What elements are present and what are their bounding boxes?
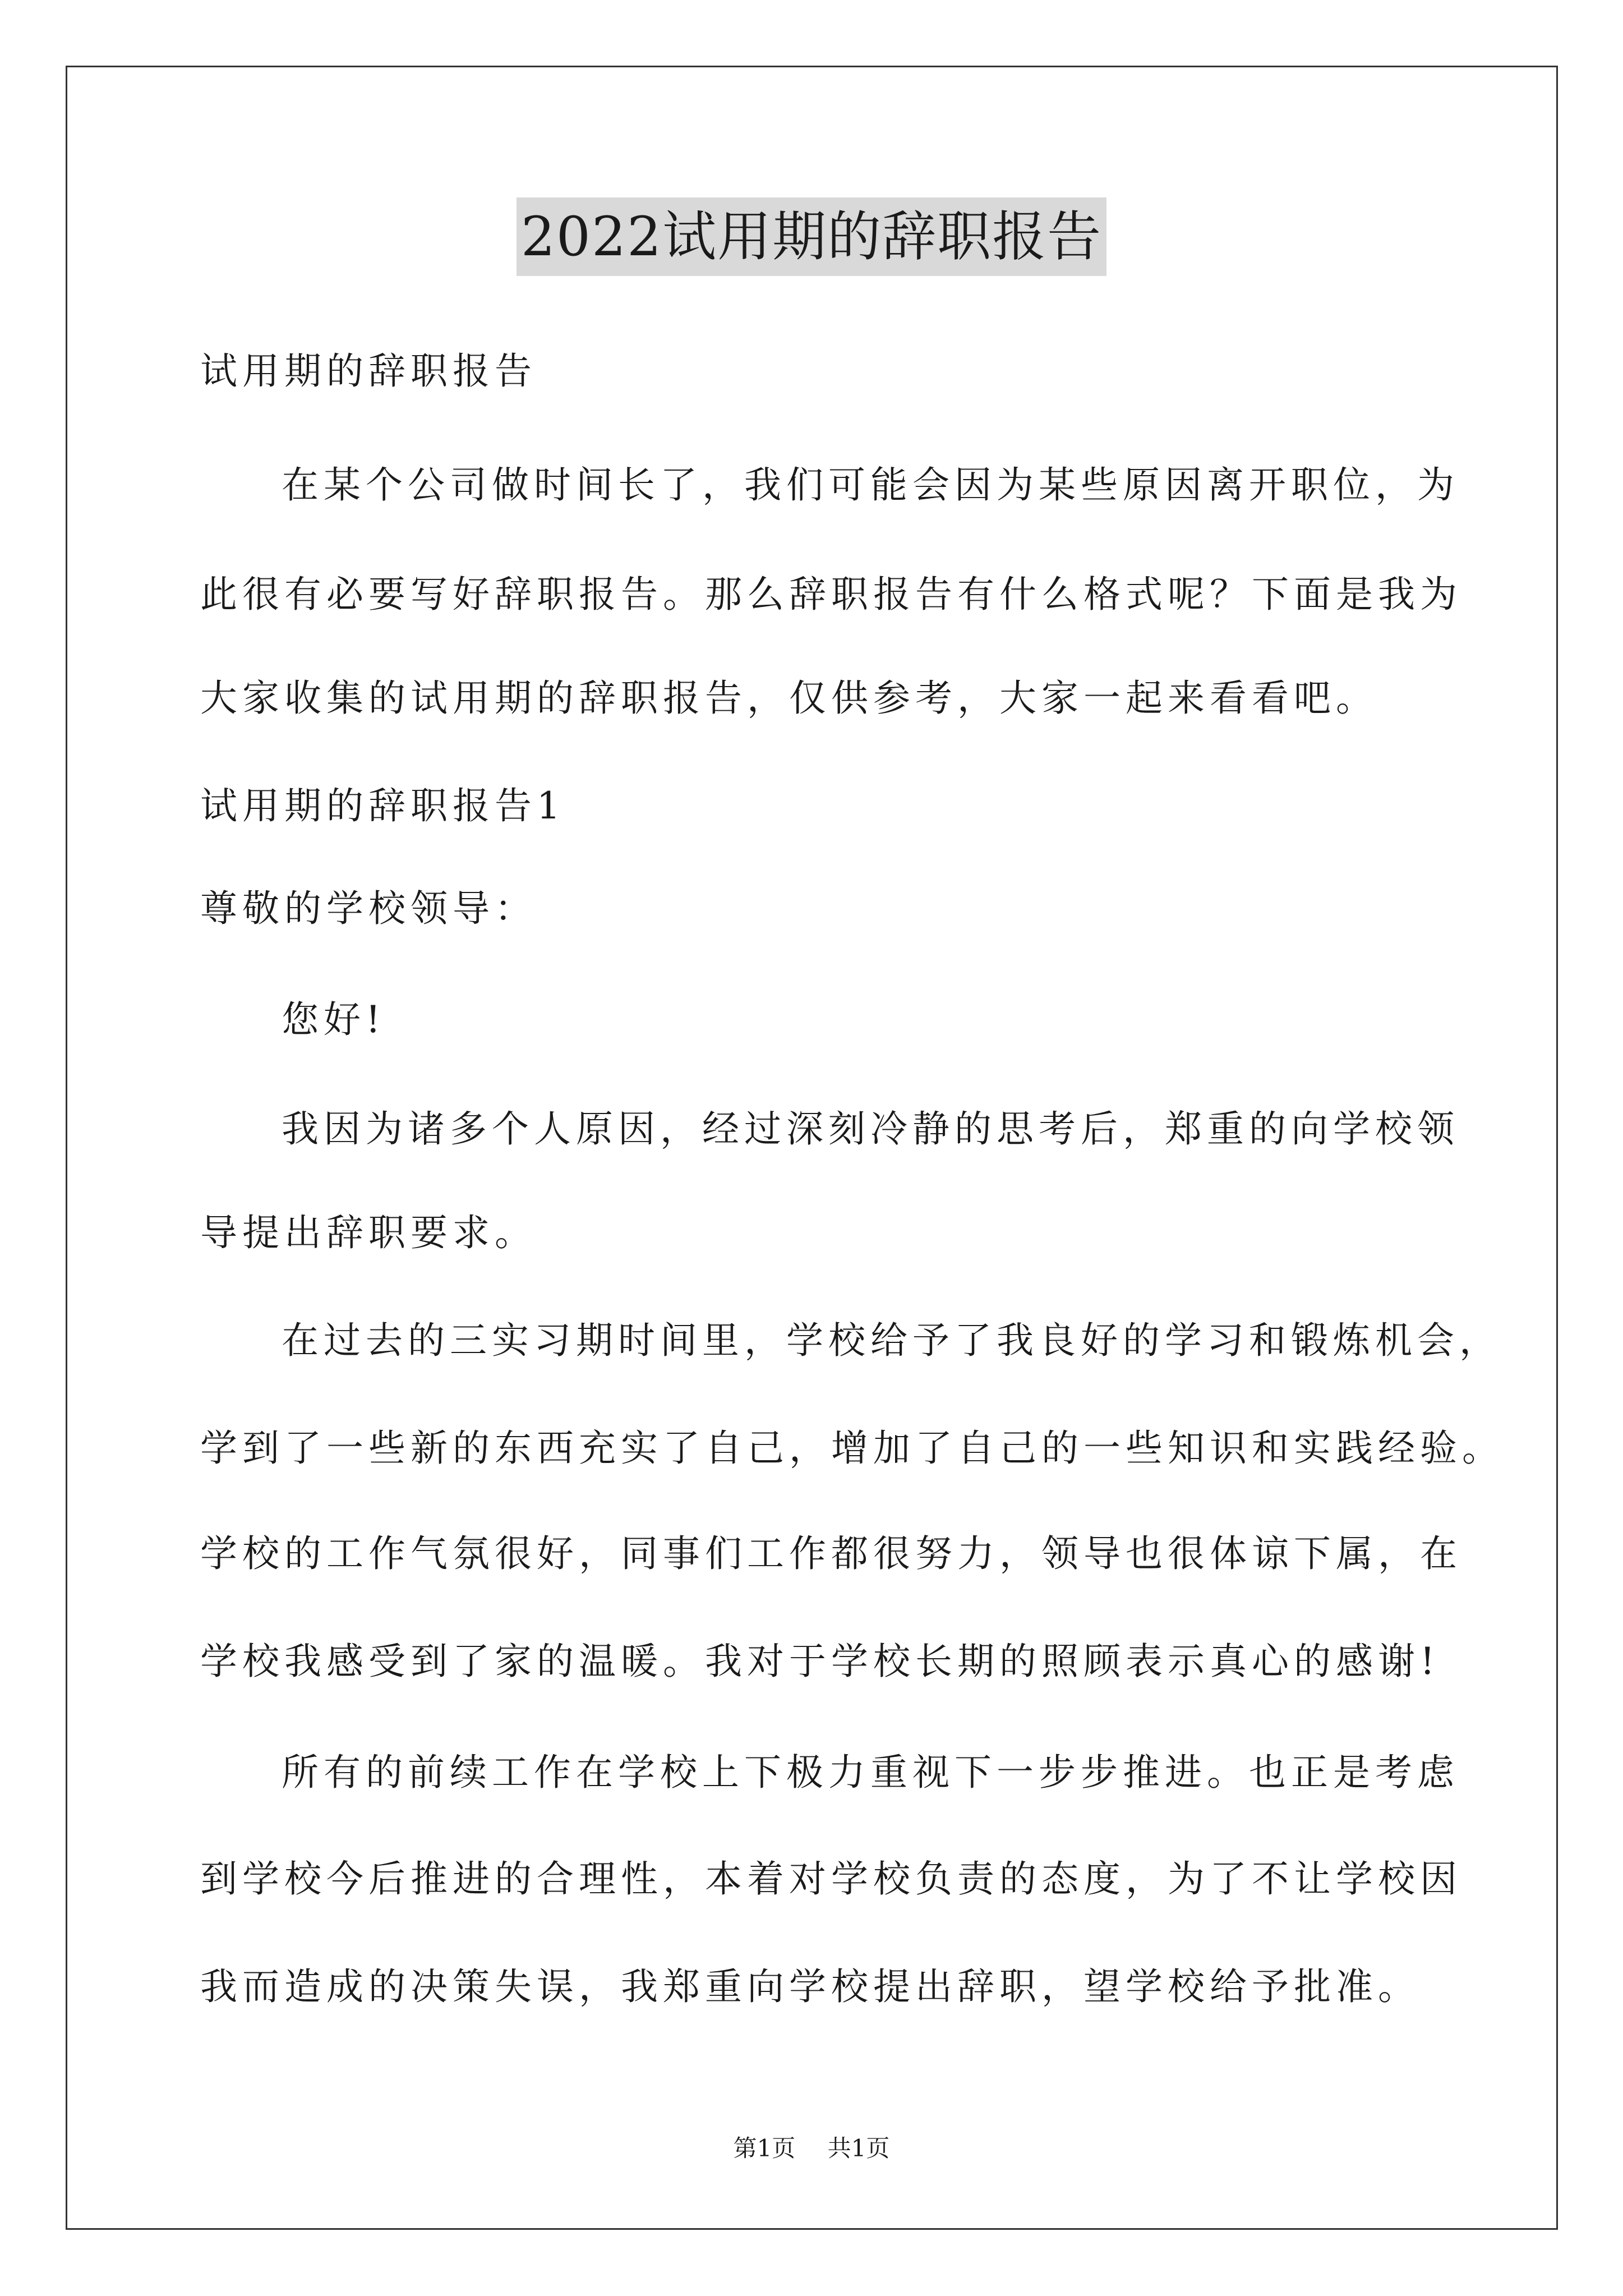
page-number: 第1页 [733, 2134, 796, 2162]
title-container [0, 197, 1623, 276]
paragraph-line: 导提出辞职要求。 [200, 1211, 537, 1254]
paragraph-line: 此很有必要写好辞职报告。那么辞职报告有什么格式呢？下面是我为 [200, 573, 1462, 616]
paragraph-line: 大家收集的试用期的辞职报告，仅供参考，大家一起来看看吧。 [200, 677, 1378, 720]
paragraph-line: 所有的前续工作在学校上下极力重视下一步步推进。也正是考虑 [282, 1751, 1459, 1794]
page-total: 共1页 [827, 2134, 890, 2162]
paragraph-line: 学校的工作气氛很好，同事们工作都很努力，领导也很体谅下属，在 [200, 1532, 1462, 1575]
paragraph-line: 在某个公司做时间长了，我们可能会因为某些原因离开职位，为 [282, 463, 1459, 507]
paragraph-line: 学到了一些新的东西充实了自己，增加了自己的一些知识和实践经验。 [200, 1427, 1504, 1470]
paragraph-line: 学校我感受到了家的温暖。我对于学校长期的照顾表示真心的感谢! [200, 1640, 1440, 1683]
subtitle-line: 试用期的辞职报告 [200, 349, 537, 393]
paragraph-line: 在过去的三实习期时间里，学校给予了我良好的学习和锻炼机会， [282, 1319, 1501, 1362]
greeting: 您好! [282, 998, 386, 1041]
page-footer [0, 2132, 1623, 2165]
document-title: 2022试用期的辞职报告 [517, 197, 1106, 276]
paragraph-line: 到学校今后推进的合理性，本着对学校负责的态度，为了不让学校因 [200, 1857, 1462, 1901]
paragraph-line: 我而造成的决策失误，我郑重向学校提出辞职，望学校给予批准。 [200, 1965, 1420, 2008]
salutation: 尊敬的学校领导： [200, 887, 537, 930]
paragraph-line: 我因为诸多个人原因，经过深刻冷静的思考后，郑重的向学校领 [282, 1107, 1459, 1151]
section-heading: 试用期的辞职报告1 [200, 784, 565, 827]
